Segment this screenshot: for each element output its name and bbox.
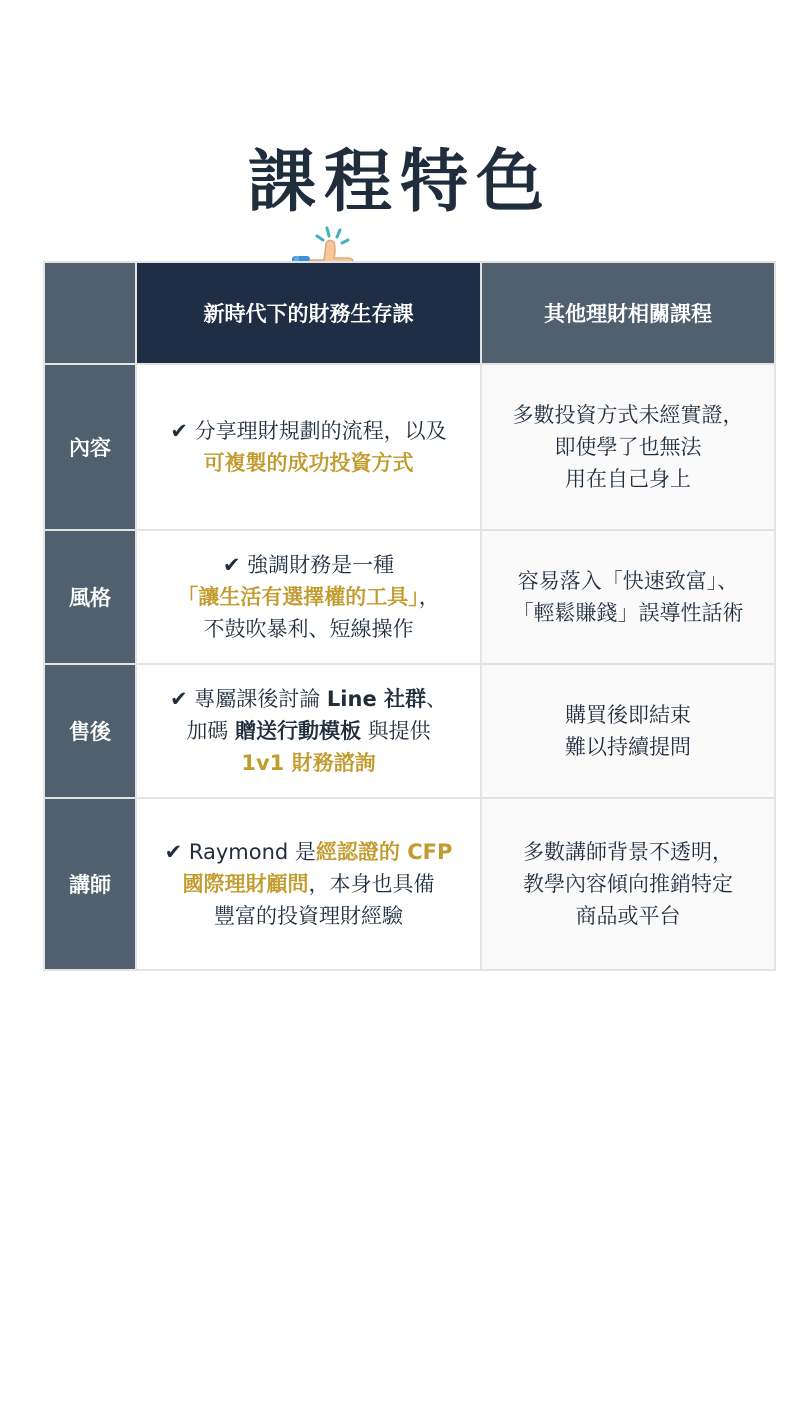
cell-line: 多數講師背景不透明，: [523, 840, 733, 864]
other-course-cell: [481, 664, 775, 798]
table-row: [44, 798, 775, 970]
highlight-text: 「讓生活有選擇權的工具」: [177, 585, 419, 609]
cell-line: [147, 683, 470, 715]
table-row: [44, 664, 775, 798]
cell-text: 與提供: [361, 719, 431, 743]
cell-text: ，本身也具備: [308, 872, 435, 896]
cell-text: 加碼: [186, 719, 235, 743]
cell-line: 難以持續提問: [565, 735, 691, 759]
cell-line: [147, 836, 470, 868]
row-label: 內容: [44, 364, 136, 530]
our-course-cell: [136, 664, 481, 798]
other-course-cell: [481, 364, 775, 530]
cell-line: [147, 868, 470, 900]
cell-line: [147, 549, 470, 581]
bold-text: 贈送行動模板: [235, 719, 361, 743]
page-title: 課程特色: [247, 143, 552, 222]
other-course-cell: [481, 530, 775, 664]
cell-line: [147, 581, 470, 613]
cell-line: 「輕鬆賺錢」誤導性話術: [512, 601, 744, 625]
cell-text: ✔ Raymond 是: [164, 840, 316, 864]
cell-text: 豐富的投資理財經驗: [214, 904, 403, 928]
cell-text: ✔ 專屬課後討論: [169, 687, 327, 711]
header-other-courses: 其他理財相關課程: [481, 262, 775, 364]
cell-text: 、: [426, 687, 448, 711]
cell-line: [147, 447, 470, 479]
table-corner: [44, 262, 136, 364]
cell-line: 多數投資方式未經實證，: [512, 403, 744, 427]
highlight-text: 1v1 財務諮詢: [241, 751, 376, 775]
cell-line: 即使學了也無法: [554, 435, 702, 459]
highlight-text: 可複製的成功投資方式: [203, 451, 414, 475]
row-label: 講師: [44, 798, 136, 970]
cell-line: 容易落入「快速致富」、: [517, 569, 739, 593]
our-course-cell: [136, 364, 481, 530]
our-course-cell: [136, 798, 481, 970]
header-our-course: 新時代下的財務生存課: [136, 262, 481, 364]
cell-line: [147, 415, 470, 447]
other-course-cell: [481, 798, 775, 970]
cell-line: [147, 613, 470, 645]
row-label: 風格: [44, 530, 136, 664]
cell-line: 用在自己身上: [565, 467, 691, 491]
our-course-cell: [136, 530, 481, 664]
cell-text: 不鼓吹暴利、短線操作: [203, 617, 414, 641]
cell-line: [147, 747, 470, 779]
cell-line: [147, 715, 470, 747]
table-row: [44, 530, 775, 664]
highlight-text: 國際理財顧問: [182, 872, 309, 896]
cell-line: 教學內容傾向推銷特定: [523, 872, 733, 896]
cell-text: ✔ 強調財務是一種: [222, 553, 395, 577]
comparison-table: [43, 261, 776, 971]
cell-line: 購買後即結束: [565, 703, 691, 727]
table-row: [44, 364, 775, 530]
row-label: 售後: [44, 664, 136, 798]
cell-text: ，: [418, 585, 440, 609]
cell-line: 商品或平台: [575, 904, 681, 928]
cell-text: ✔ 分享理財規劃的流程，以及: [170, 419, 447, 443]
bold-text: Line 社群: [326, 687, 427, 711]
highlight-text: 經認證的 CFP: [315, 840, 453, 864]
cell-line: [147, 900, 470, 932]
